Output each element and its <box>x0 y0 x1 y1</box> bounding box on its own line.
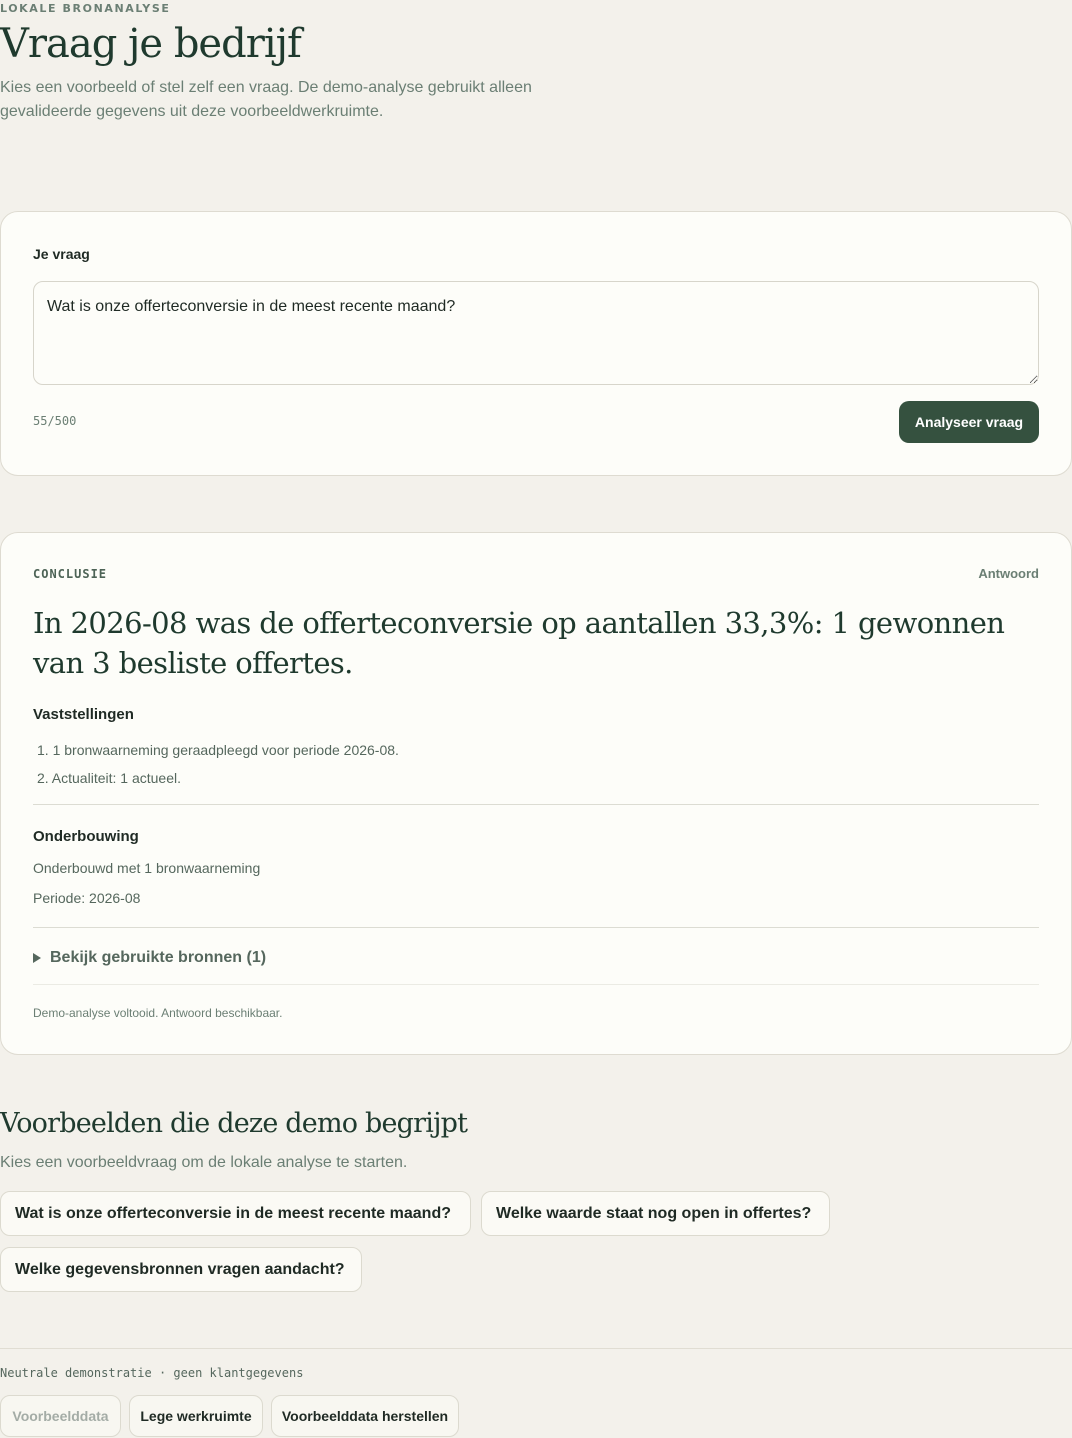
example-question-open-value[interactable]: Welke waarde staat nog open in offertes? <box>481 1191 830 1236</box>
view-sources-label: Bekijk gebruikte bronnen (1) <box>50 949 267 966</box>
conclusion-text: In 2026-08 was de offerteconversie op aantallen 33,3%: 1 gewonnen van 3 besliste offertes. <box>33 606 1005 680</box>
examples-title: Voorbeelden die deze demo begrijpt <box>0 1108 468 1139</box>
footer-divider <box>0 1348 1072 1349</box>
basis-period-line: Periode: 2026-08 <box>33 890 141 906</box>
disclosure-triangle-icon <box>33 953 41 963</box>
answer-badge: Antwoord <box>978 566 1039 581</box>
sample-data-button[interactable]: Voorbeelddata <box>0 1395 121 1437</box>
analyze-question-button[interactable]: Analyseer vraag <box>899 401 1039 443</box>
list-item: 2. Actualiteit: 1 actueel. <box>37 770 181 786</box>
examples-subtitle: Kies een voorbeeldvraag om de lokale analyse te starten. <box>0 1154 408 1171</box>
list-item: 1. 1 bronwaarneming geraadpleegd voor periode 2026-08. <box>37 742 399 758</box>
divider <box>33 984 1039 985</box>
view-sources-toggle[interactable] <box>33 949 266 967</box>
example-question-data-sources[interactable]: Welke gegevensbronnen vragen aandacht? <box>0 1247 362 1292</box>
footer-note: Neutrale demonstratie · geen klantgegevens <box>0 1366 304 1380</box>
empty-workspace-button[interactable]: Lege werkruimte <box>129 1395 263 1437</box>
analysis-status: Demo-analyse voltooid. Antwoord beschikbaar. <box>33 1006 283 1020</box>
character-counter: 55/500 <box>33 414 77 428</box>
page-intro: Kies een voorbeeld of stel zelf een vraag. De demo-analyse gebruikt alleen gevalideerde gegevens uit deze voorbeeldwerkruimte. <box>0 79 532 120</box>
conclusion-eyebrow: CONCLUSIE <box>33 567 108 581</box>
findings-list <box>33 736 933 792</box>
basis-heading: Onderbouwing <box>33 828 139 845</box>
divider <box>33 927 1039 928</box>
divider <box>33 804 1039 805</box>
page-eyebrow: LOKALE BRONANALYSE <box>0 2 171 15</box>
findings-heading: Vaststellingen <box>33 706 134 723</box>
question-input[interactable] <box>33 281 1039 385</box>
basis-sources-line: Onderbouwd met 1 bronwaarneming <box>33 860 261 876</box>
restore-sample-data-button[interactable]: Voorbeelddata herstellen <box>271 1395 459 1437</box>
example-question-conversion[interactable]: Wat is onze offerteconversie in de meest recente maand? <box>0 1191 471 1236</box>
page-title: Vraag je bedrijf <box>0 21 301 67</box>
question-label: Je vraag <box>33 246 90 262</box>
